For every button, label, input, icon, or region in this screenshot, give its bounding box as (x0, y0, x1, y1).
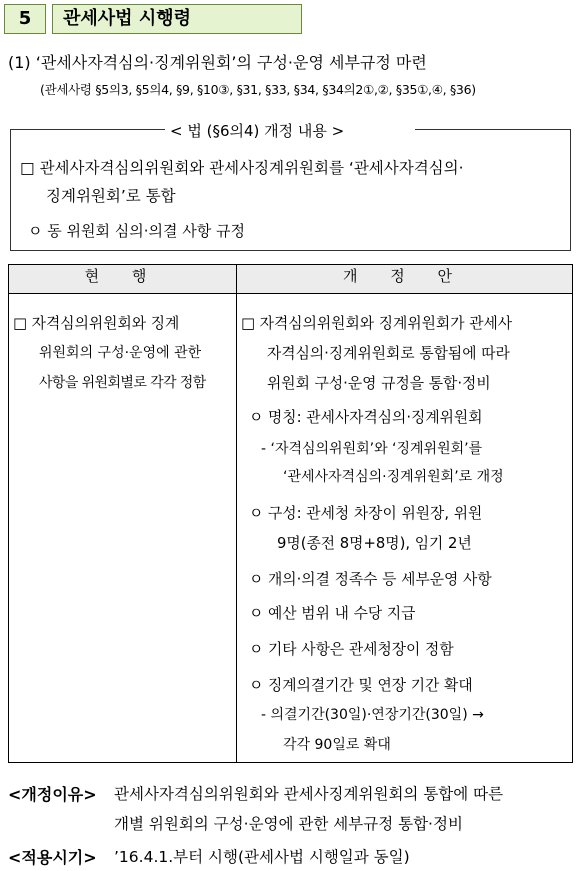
revised-line: - 의결기간(30일)·연장기간(30일) → (261, 707, 484, 723)
current-line: □ 자격심의위원회와 징계 (13, 315, 180, 332)
box-top-rule-left (10, 129, 165, 130)
revised-line: 9명(종전 8명+8명), 임기 2년 (277, 535, 472, 552)
reason-label: <개정이유> (8, 785, 97, 804)
revised-line: □ 자격심의위원회와 징계위원회가 관세사 (241, 315, 513, 332)
section-title-badge: 관세사법 시행령 (52, 4, 302, 34)
amendment-box-title: < 법 (§6의4) 개정 내용 > (170, 122, 345, 140)
apply-text: ’16.4.1.부터 시행(관세사법 시행일과 동일) (114, 848, 410, 866)
header-current: 현 행 (9, 265, 237, 294)
subsection-title: (1) ‘관세사자격심의·징계위원회’의 구성·운영 세부규정 마련 (8, 53, 427, 72)
revised-line: 각각 90일로 확대 (283, 737, 391, 753)
amendment-item-2: ㅇ 동 위원회 심의·의결 사항 규정 (28, 222, 245, 240)
revised-line: ㅇ 구성: 관세청 차장이 위원장, 위원 (249, 505, 483, 522)
comparison-table (8, 264, 573, 763)
current-line: 사항을 위원회별로 각각 정함 (39, 375, 206, 391)
revised-line: ‘관세사자격심의·징계위원회’로 개정 (283, 469, 504, 485)
revised-line: ㅇ 명칭: 관세사자격심의·징계위원회 (249, 409, 483, 426)
revised-line: ㅇ 기타 사항은 관세청장이 정함 (249, 641, 454, 658)
apply-label: <적용시기> (8, 848, 97, 867)
amendment-item-1: □ 관세사자격심의위원회와 관세사징계위원회를 ‘관세사자격심의· (20, 159, 464, 177)
legal-reference: (관세사령 §5의3, §5의4, §9, §10③, §31, §33, §34, §34의2①,②, §35①,④, §36) (40, 82, 476, 97)
section-number-badge: 5 (4, 4, 46, 34)
revised-line: 자격심의·징계위원회로 통합됨에 따라 (267, 345, 510, 362)
revised-line: ㅇ 징계의결기간 및 연장 기간 확대 (249, 677, 473, 694)
reason-text-2: 개별 위원회의 구성·운영에 관한 세부규정 통합·정비 (114, 815, 463, 833)
revised-line: ㅇ 예산 범위 내 수당 지급 (249, 605, 416, 622)
revised-line: ㅇ 개의·의결 정족수 등 세부운영 사항 (249, 571, 492, 588)
revised-cell (237, 294, 573, 763)
current-line: 위원회의 구성·운영에 관한 (39, 345, 202, 361)
current-cell (9, 294, 237, 763)
revised-line: 위원회 구성·운영 규정을 통합·정비 (267, 375, 491, 392)
revised-line: - ‘자격심의위원회’와 ‘징계위원회’를 (261, 441, 483, 457)
amendment-item-1-cont: 징계위원회’로 통합 (46, 187, 176, 205)
header-revised: 개 정 안 (237, 265, 573, 294)
box-top-rule-right (415, 129, 571, 130)
reason-text-1: 관세사자격심의위원회와 관세사징계위원회의 통합에 따른 (114, 785, 504, 803)
